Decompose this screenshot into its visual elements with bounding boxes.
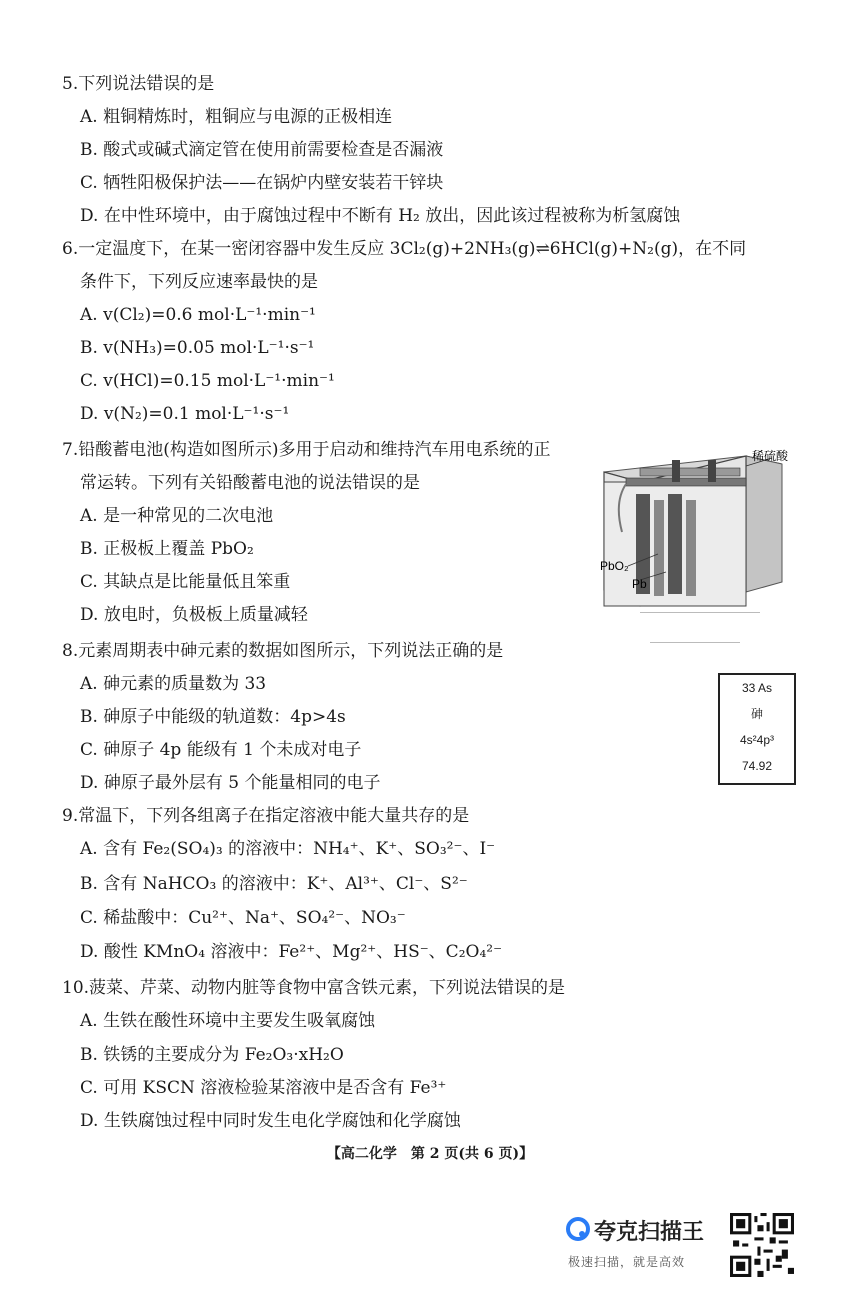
q7-option-a: A. 是一种常见的二次电池 — [80, 506, 274, 526]
scan-artifact-line — [650, 642, 740, 643]
element-number-symbol: 33 As — [741, 681, 773, 695]
q5-stem: 5.下列说法错误的是 — [62, 74, 215, 94]
q5-option-c: C. 牺牲阳极保护法——在锅炉内壁安装若干锌块 — [80, 173, 444, 193]
lead-acid-battery-figure — [596, 442, 796, 612]
arsenic-element-box — [718, 673, 796, 785]
q6-stem-cont: 条件下，下列反应速率最快的是 — [80, 272, 318, 292]
scanner-watermark — [566, 1213, 796, 1283]
scanner-logo-icon — [566, 1217, 590, 1241]
element-mass: 74.92 — [741, 759, 773, 773]
q8-stem: 8.元素周期表中砷元素的数据如图所示，下列说法正确的是 — [62, 641, 504, 661]
element-config: 4s²4p³ — [739, 733, 774, 747]
q8-option-b: B. 砷原子中能级的轨道数：4p>4s — [80, 707, 346, 727]
q7-option-d: D. 放电时，负极板上质量减轻 — [80, 605, 308, 625]
q5-option-b: B. 酸式或碱式滴定管在使用前需要检查是否漏液 — [80, 140, 444, 160]
q9-option-a: A. 含有 Fe₂(SO₄)₃ 的溶液中：NH₄⁺、K⁺、SO₃²⁻、I⁻ — [80, 839, 496, 859]
qr-code-icon — [730, 1213, 794, 1277]
pb-label: Pb — [632, 577, 647, 591]
pbo2-label: PbO₂ — [600, 559, 629, 573]
q7-stem-cont: 常运转。下列有关铅酸蓄电池的说法错误的是 — [80, 473, 420, 493]
q8-option-a: A. 砷元素的质量数为 33 — [80, 674, 267, 694]
scanner-title: 夸克扫描王 — [594, 1219, 705, 1244]
scanner-subtitle: 极速扫描，就是高效 — [568, 1255, 686, 1269]
q9-stem: 9.常温下，下列各组离子在指定溶液中能大量共存的是 — [62, 806, 470, 826]
q9-option-b: B. 含有 NaHCO₃ 的溶液中：K⁺、Al³⁺、Cl⁻、S²⁻ — [80, 874, 468, 894]
q10-option-b: B. 铁锈的主要成分为 Fe₂O₃·xH₂O — [80, 1045, 344, 1065]
q10-option-a: A. 生铁在酸性环境中主要发生吸氧腐蚀 — [80, 1011, 376, 1031]
q6-option-d: D. v(N₂)=0.1 mol·L⁻¹·s⁻¹ — [80, 404, 290, 424]
q8-option-c: C. 砷原子 4p 能级有 1 个未成对电子 — [80, 740, 362, 760]
q7-option-c: C. 其缺点是比能量低且笨重 — [80, 572, 291, 592]
q5-option-d: D. 在中性环境中，由于腐蚀过程中不断有 H₂ 放出，因此该过程被称为析氢腐蚀 — [80, 206, 681, 226]
q9-option-d: D. 酸性 KMnO₄ 溶液中：Fe²⁺、Mg²⁺、HS⁻、C₂O₄²⁻ — [80, 942, 503, 962]
q6-option-a: A. v(Cl₂)=0.6 mol·L⁻¹·min⁻¹ — [80, 305, 316, 325]
scan-artifact-line — [640, 612, 760, 613]
q7-option-b: B. 正极板上覆盖 PbO₂ — [80, 539, 254, 559]
q10-stem: 10.菠菜、芹菜、动物内脏等食物中富含铁元素，下列说法错误的是 — [62, 978, 566, 998]
q6-stem: 6.一定温度下，在某一密闭容器中发生反应 3Cl₂(g)+2NH₃(g)⇌6HCl(g)+N₂(g)，在不同 — [62, 239, 747, 259]
q5-option-a: A. 粗铜精炼时，粗铜应与电源的正极相连 — [80, 107, 393, 127]
q10-option-d: D. 生铁腐蚀过程中同时发生电化学腐蚀和化学腐蚀 — [80, 1111, 461, 1131]
acid-label: 稀硫酸 — [752, 449, 789, 463]
q6-option-b: B. v(NH₃)=0.05 mol·L⁻¹·s⁻¹ — [80, 338, 315, 358]
q7-stem: 7.铅酸蓄电池(构造如图所示)多用于启动和维持汽车用电系统的正 — [62, 440, 551, 460]
q6-option-c: C. v(HCl)=0.15 mol·L⁻¹·min⁻¹ — [80, 371, 335, 391]
q10-option-c: C. 可用 KSCN 溶液检验某溶液中是否含有 Fe³⁺ — [80, 1078, 447, 1098]
q9-option-c: C. 稀盐酸中：Cu²⁺、Na⁺、SO₄²⁻、NO₃⁻ — [80, 908, 406, 928]
element-name: 砷 — [750, 707, 763, 721]
q8-option-d: D. 砷原子最外层有 5 个能量相同的电子 — [80, 773, 381, 793]
page-footer: 【高二化学 第 2 页(共 6 页)】 — [326, 1146, 534, 1162]
